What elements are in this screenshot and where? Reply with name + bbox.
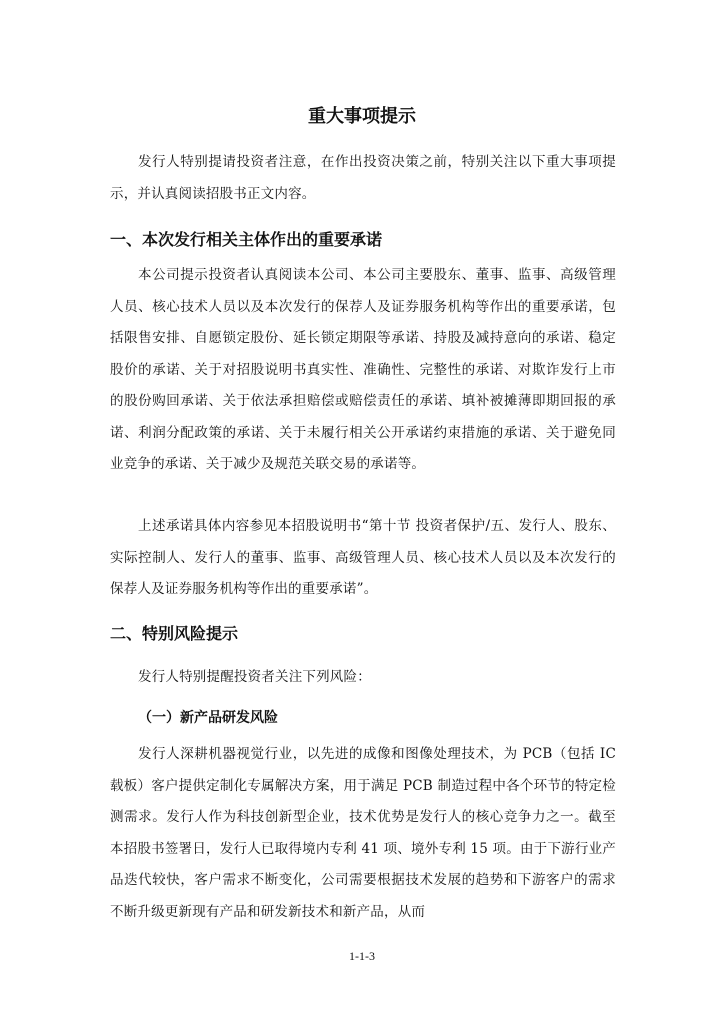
commitments-reference-paragraph: 上述承诺具体内容参见本招股说明书“第十节 投资者保护/五、发行人、股东、实际控制人、发行人的董事、监事、高级管理人员、核心技术人员以及本次发行的保荐人及证券服务机构等作出的重要承诺”。 [110,518,616,597]
page-title: 重大事项提示 [308,106,416,127]
commitments-paragraph: 本公司提示投资者认真阅读本公司、本公司主要股东、董事、监事、高级管理人员、核心技术人员以及本次发行的保荐人及证券服务机构等作出的重要承诺，包括限售安排、自愿锁定股份、延长锁定期限等承诺、持股及减持意向的承诺、稳定股价的承诺、关于对招股说明书真实性、准确性、完整性的承诺、对欺诈发行上市的股份购回承诺、关于依法承担赔偿或赔偿责任的承诺、填补被摊薄即期回报的承诺、利润分配政策的承诺、关于未履行相关公开承诺约束措施的承诺、关于避免同业竞争的承诺、关于减少及规范关联交易的承诺等。 [110,267,616,472]
section-heading-commitments: 一、本次发行相关主体作出的重要承诺 [110,230,383,249]
risks-intro-paragraph: 发行人特别提醒投资者关注下列风险： [138,669,371,685]
page-number: 1-1-3 [349,949,375,963]
rd-risk-paragraph: 发行人深耕机器视觉行业，以先进的成像和图像处理技术，为 PCB（包括 IC 载板）客户提供定制化专属解决方案，用于满足 PCB 制造过程中各个环节的特定检测需求。发行人作为科技创新型企业，技术优势是发行人的核心竞争力之一。截至本招股书签署日，发行人已取得境内专利 41 项、境外专利 15 项。由于下游行业产品迭代较快，客户需求不断变化，公司需要根据技术发展的趋势和下游客户的需求不断升级更新现有产品和研发新技术和新产品，从而 [110,746,616,920]
intro-paragraph: 发行人特别提请投资者注意，在作出投资决策之前，特别关注以下重大事项提示，并认真阅读招股书正文内容。 [110,154,616,202]
subsection-heading-rd-risk: （一）新产品研发风险 [138,710,278,726]
section-heading-risks: 二、特别风险提示 [110,624,239,643]
